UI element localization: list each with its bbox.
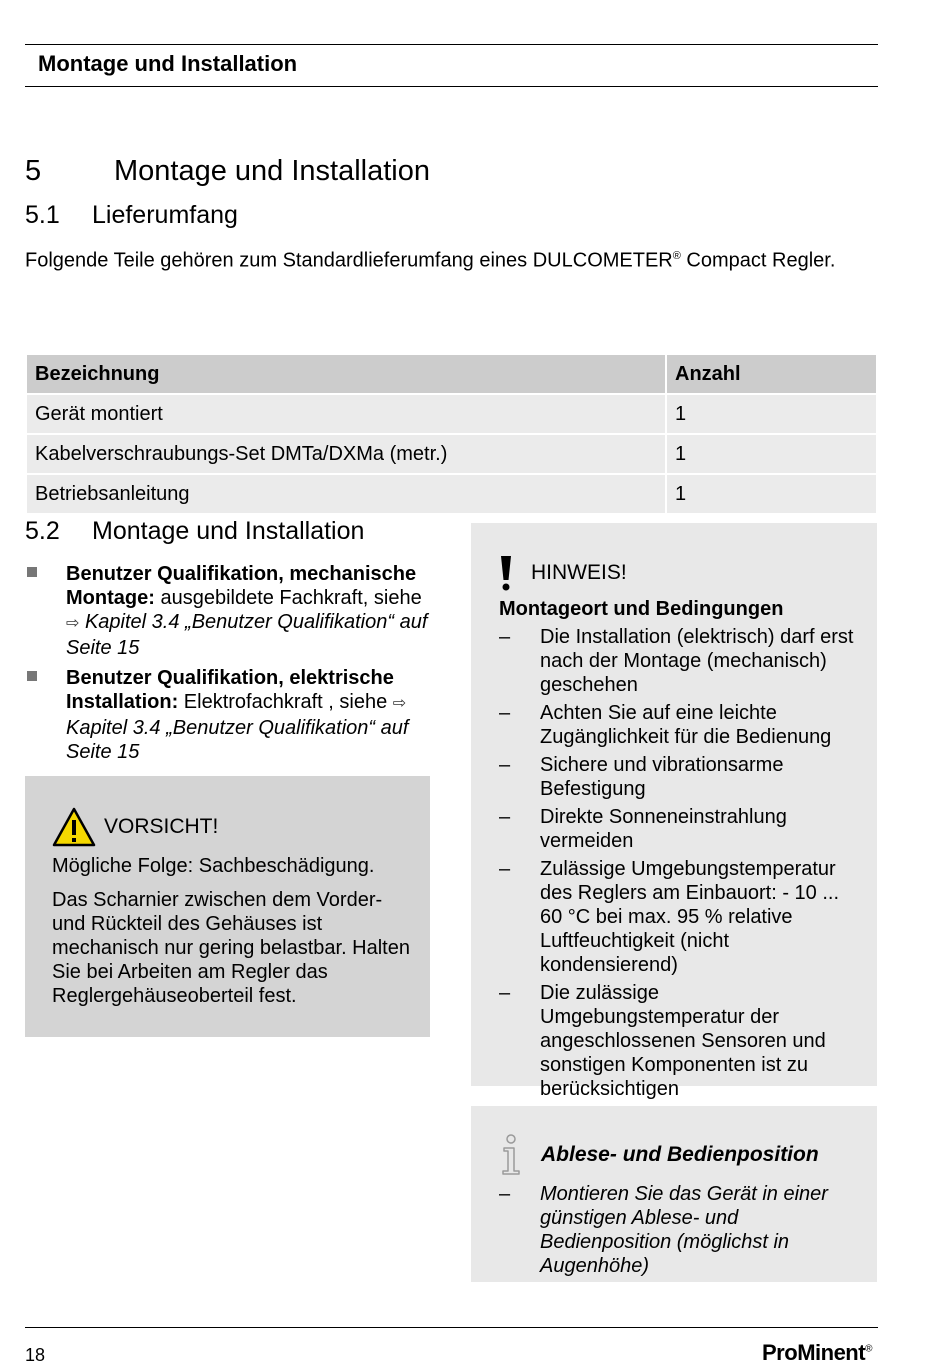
cross-reference-link[interactable]: Kapitel 3.4 „Benutzer Qualifikation“ auf Seite 15: [66, 611, 428, 659]
notice-item-text: Die Installation (elektrisch) darf erst nach der Montage (mechanisch) geschehen: [540, 626, 854, 696]
notice-box: [471, 523, 877, 1100]
dash-bullet: –: [499, 1183, 511, 1205]
warning-triangle-icon: [52, 807, 96, 847]
column-header-anzahl: Anzahl: [667, 355, 876, 393]
notice-item-text: Die zulässige Umgebungstemperatur der angeschlossenen Sensoren und sonstigen Komponenten ist zu berücksichtigen: [540, 982, 826, 1100]
notice-item-text: Zulässige Umgebungstemperatur des Reglers am Einbauort: - 10 ... 60 °C bei max. 95 % relative Luftfeuchtigkeit (nicht kondensierend): [540, 858, 840, 976]
cross-reference-arrow-icon: ⇨: [392, 695, 407, 712]
registered-mark: ®: [672, 250, 681, 262]
dash-bullet: –: [499, 626, 511, 648]
caution-consequence: Mögliche Folge: Sachbeschädigung.: [52, 855, 375, 877]
intro-paragraph: [25, 244, 865, 274]
list-item: [25, 666, 430, 764]
section-number: 5.1: [25, 201, 60, 229]
section-heading-montage: [25, 517, 364, 546]
page-number: 18: [25, 1345, 46, 1365]
info-title: Ablese- und Bedienposition: [541, 1143, 819, 1166]
table-row: [27, 475, 876, 513]
table-cell: 1: [667, 395, 876, 433]
list-item: [499, 753, 864, 801]
table-cell: 1: [667, 475, 876, 513]
bullet-square-icon: [27, 567, 37, 577]
dash-bullet: –: [499, 858, 511, 880]
info-icon: [499, 1134, 523, 1176]
logo-text-minent: Minent: [797, 1340, 866, 1365]
qualification-label: Benutzer Qualifikation, mechanische Montage:: [66, 563, 417, 609]
header-top-rule: [25, 44, 878, 45]
table-cell: Betriebsanleitung: [27, 475, 665, 513]
info-list: [499, 1182, 859, 1278]
section-heading-lieferumfang: [25, 201, 238, 230]
cross-reference-arrow-icon: ⇨: [66, 615, 80, 632]
table-cell: Gerät montiert: [27, 395, 665, 433]
intro-text-end: Compact Regler.: [680, 249, 836, 272]
footer-rule: [25, 1327, 878, 1328]
intro-text: Folgende Teile gehören zum Standardlieferumfang eines DULCOMETER: [25, 249, 673, 272]
info-box: [471, 1106, 877, 1282]
caution-signal: [52, 806, 417, 848]
logo-text-pro: Pro: [762, 1340, 798, 1365]
prominent-logo: [762, 1340, 872, 1366]
table-cell: Kabelverschraubungs-Set DMTa/DXMa (metr.): [27, 435, 665, 473]
qualification-text: Elektrofachkraft , siehe: [178, 691, 393, 713]
notice-signal: [499, 553, 864, 593]
info-signal: [499, 1134, 859, 1176]
list-item: [499, 805, 864, 853]
caution-box: [25, 776, 430, 1037]
dash-bullet: –: [499, 754, 511, 776]
header-bottom-rule: [25, 86, 878, 87]
table-row: [27, 395, 876, 433]
section-number: 5.2: [25, 517, 60, 545]
column-header-bezeichnung: Bezeichnung: [27, 355, 665, 393]
qualification-label: Benutzer Qualifikation, elektrische Installation:: [66, 667, 394, 713]
info-item-text: Montieren Sie das Gerät in einer günstigen Ablese- und Bedienposition (möglichst in Augenhöhe): [540, 1183, 828, 1277]
section-title: Lieferumfang: [92, 201, 238, 229]
chapter-number: 5: [25, 155, 42, 187]
list-item: [499, 1182, 859, 1278]
cross-reference-link[interactable]: Kapitel 3.4 „Benutzer Qualifikation“ auf Seite 15: [66, 717, 409, 763]
running-header-title: Montage und Installation: [38, 51, 298, 76]
list-item: [25, 562, 430, 660]
dash-bullet: –: [499, 982, 511, 1004]
dash-bullet: –: [499, 702, 511, 724]
table-row: [27, 435, 876, 473]
caution-signal-word: VORSICHT!: [104, 815, 219, 838]
notice-subtitle: Montageort und Bedingungen: [499, 598, 784, 620]
exclamation-icon: [499, 554, 513, 592]
bullet-square-icon: [27, 671, 37, 681]
section-title: Montage und Installation: [92, 517, 365, 545]
logo-registered-mark: ®: [865, 1343, 872, 1355]
table-header-row: [27, 355, 876, 393]
delivery-scope-table: [25, 353, 878, 515]
table-cell: 1: [667, 435, 876, 473]
chapter-heading: [25, 155, 430, 188]
notice-item-text: Direkte Sonneneinstrahlung vermeiden: [540, 806, 787, 852]
dash-bullet: –: [499, 806, 511, 828]
notice-item-text: Sichere und vibrationsarme Befestigung: [540, 754, 784, 800]
list-item: [499, 857, 864, 977]
caution-text: Das Scharnier zwischen dem Vorder- und Rückteil des Gehäuses ist mechanisch nur gering belastbar. Halten Sie bei Arbeiten am Regler das Reglergehäuseoberteil fest.: [52, 889, 410, 1007]
notice-list: [499, 625, 864, 1101]
qualification-text: ausgebildete Fachkraft, siehe: [154, 587, 422, 609]
list-item: [499, 625, 864, 697]
list-item: [499, 701, 864, 749]
qualification-list: [25, 562, 430, 770]
notice-signal-word: HINWEIS!: [531, 561, 627, 584]
chapter-title: Montage und Installation: [114, 155, 430, 187]
notice-item-text: Achten Sie auf eine leichte Zugänglichkeit für die Bedienung: [540, 702, 832, 748]
list-item: [499, 981, 864, 1101]
